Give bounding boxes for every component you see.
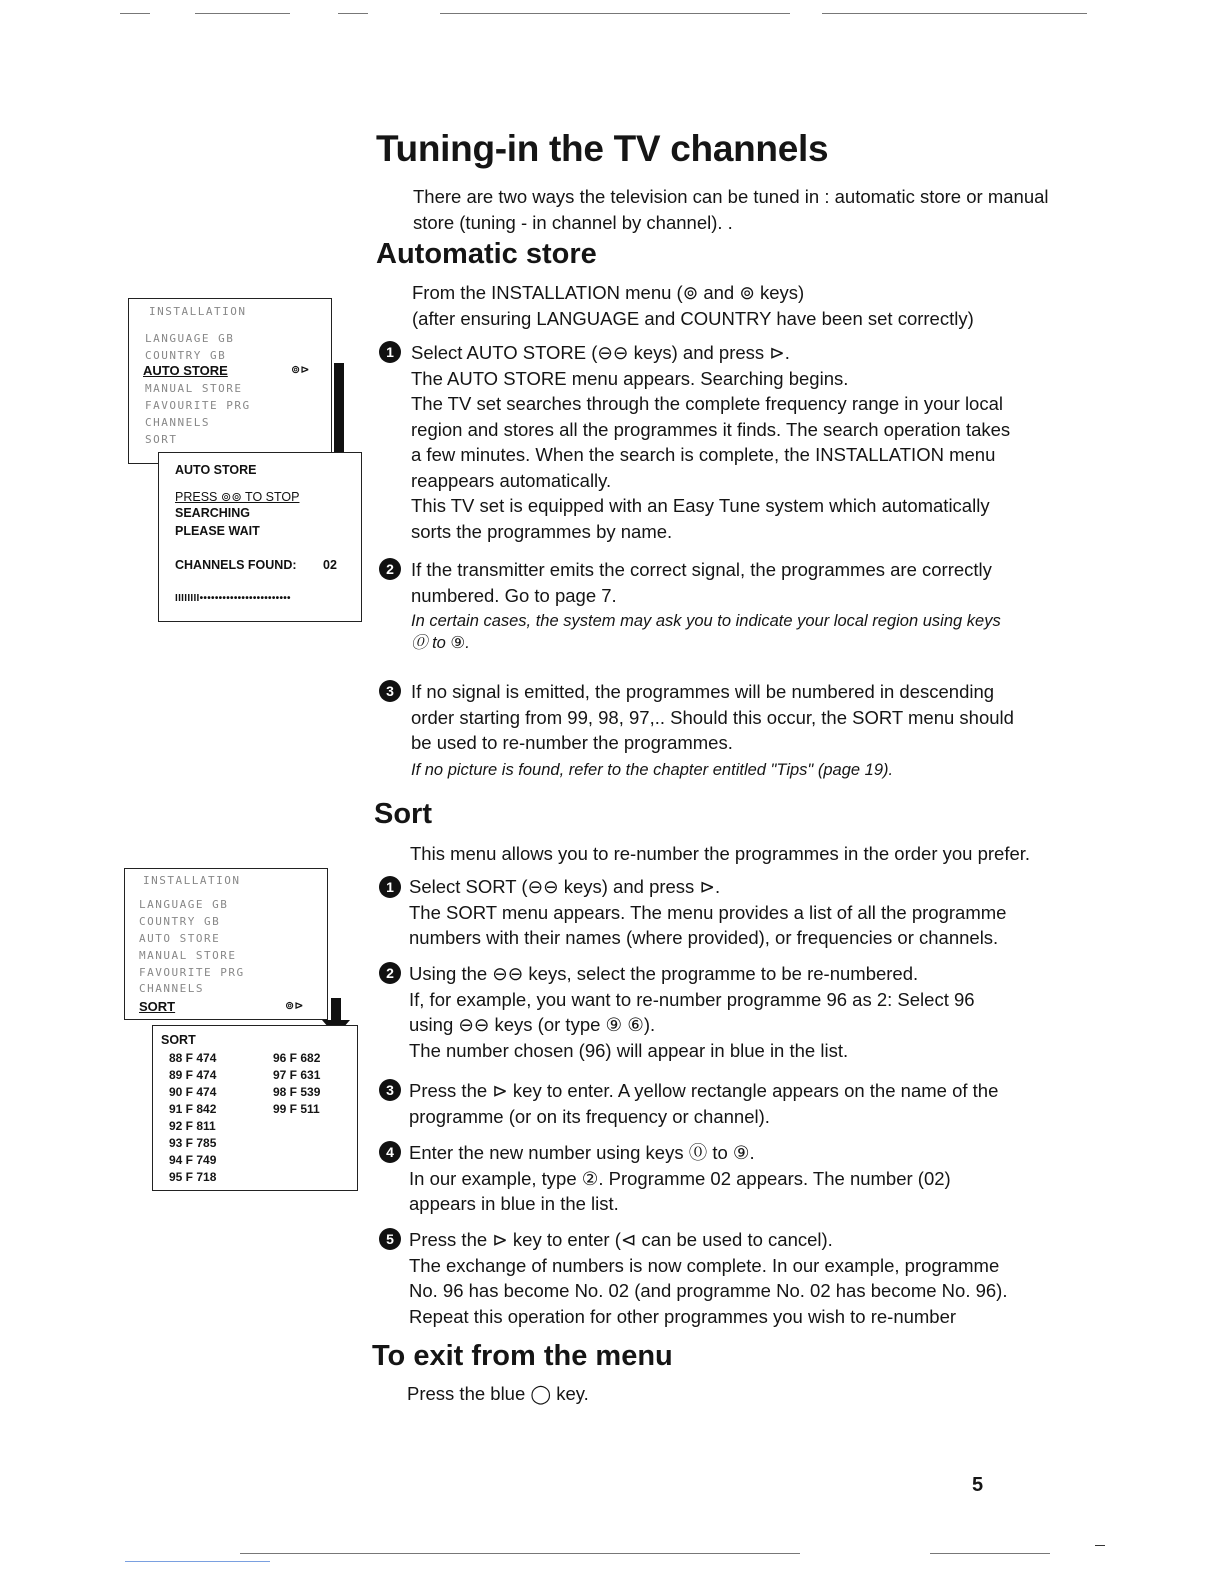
text-line: using ⊖⊖ keys (or type ⑨ ⑥). [409,1014,656,1035]
note-line: In certain cases, the system may ask you to indicate your local region using keys [411,612,1001,630]
programme-entry[interactable]: 89 F 474 [169,1068,217,1082]
text-line: Press the ⊳ key to enter (⊲ can be used to cancel). [409,1229,833,1250]
text-line: The number chosen (96) will appear in blue in the list. [409,1039,849,1061]
note-line: If no picture is found, refer to the chapter entitled "Tips" (page 19). [411,760,894,779]
page-number: 5 [972,1474,984,1496]
menu-item-faint: LANGUAGE GB [145,332,235,345]
text-line: Press the ⊳ key to enter. A yellow rectangle appears on the name of the [409,1080,999,1101]
programme-entry[interactable]: 95 F 718 [169,1170,217,1184]
text-line: order starting from 99, 98, 97,.. Should this occur, the SORT menu should [411,706,1014,728]
sort-step-5 [409,1227,1049,1329]
programme-entry[interactable]: 99 F 511 [273,1102,320,1116]
programme-entry[interactable]: 88 F 474 [169,1051,217,1065]
programme-list-col1 [169,1050,216,1186]
auto-step-1 [411,340,1051,544]
text-line: Using the ⊖⊖ keys, select the programme to be re-numbered. [409,963,919,984]
menu-item-faint: INSTALLATION [149,305,247,318]
step-number-icon: 2 [379,962,401,984]
sort-step-1 [409,874,1049,951]
section-heading-sort: Sort [374,798,432,830]
programme-entry[interactable]: 92 F 811 [169,1119,216,1133]
menu-item-faint: AUTO STORE [139,932,221,945]
text-line: region and stores all the programmes it finds. The search operation takes [411,418,1011,440]
text-line: In our example, type ②. Programme 02 appears. The number (02) [409,1167,951,1189]
text-line: appears in blue in the list. [409,1193,619,1214]
auto-step-3 [411,679,1051,781]
section-heading-auto-store: Automatic store [376,238,597,270]
menu-item-faint: FAVOURITE PRG [139,966,245,979]
programme-entry[interactable]: 90 F 474 [169,1085,217,1099]
intro-text: There are two ways the television can be tuned in : automatic store or manual store (tuning - in channel by channel). . [413,186,1049,233]
text-line: Enter the new number using keys ⓪ to ⑨. [409,1142,755,1163]
auto-step-2 [411,557,1051,654]
auto-store-screen [158,452,362,622]
text-line: If, for example, you want to re-number programme 96 as 2: Select 96 [409,988,975,1010]
step-number-icon: 1 [379,341,401,363]
step-number-icon: 4 [379,1141,401,1163]
step-number-icon: 2 [379,558,401,580]
programme-list-col2 [273,1050,320,1118]
searching-status: SEARCHING [175,506,251,520]
step-number-icon: 3 [379,1079,401,1101]
programme-entry[interactable]: 98 F 539 [273,1085,321,1099]
text-line: The exchange of numbers is now complete. In our example, programme [409,1254,1000,1276]
menu-item-faint: CHANNELS [145,416,210,429]
programme-entry[interactable]: 91 F 842 [169,1102,217,1116]
menu-key-icon: ⊚⊳ [285,1000,304,1012]
sort-intro: This menu allows you to re-number the programmes in the order you prefer. [410,843,1031,864]
programme-entry[interactable]: 93 F 785 [169,1136,217,1150]
text-line: reappears automatically. [411,469,612,491]
menu-item-faint: MANUAL STORE [139,949,237,962]
sub-menu-title: SORT [161,1033,196,1047]
menu-item-faint: LANGUAGE GB [139,898,229,911]
arrow-shaft [334,363,344,459]
section-heading-exit: To exit from the menu [372,1340,673,1372]
menu-item-faint: SORT [145,433,178,446]
sort-screen [152,1025,358,1191]
channels-found-value: 02 [323,558,337,572]
menu-item-selected[interactable]: AUTO STORE [143,363,228,378]
press-to-stop: PRESS ⊚⊚ TO STOP [175,490,300,504]
text-line: programme (or on its frequency or channel). [409,1105,770,1127]
text-line: If the transmitter emits the correct signal, the programmes are correctly [411,559,992,580]
menu-item-faint: CHANNELS [139,982,204,995]
text-line: Select SORT (⊖⊖ keys) and press ⊳. [409,876,721,897]
sub-menu-title: AUTO STORE [175,463,257,477]
text-line: numbered. Go to page 7. [411,584,617,606]
text-line: numbers with their names (where provided), or frequencies or channels. [409,927,999,948]
text-line: The TV set searches through the complete frequency range in your local [411,393,1003,414]
step-number-icon: 3 [379,680,401,702]
menu-item-faint: INSTALLATION [143,874,241,887]
menu-key-icon: ⊚⊳ [291,364,310,376]
text-line: Repeat this operation for other programmes you wish to re-number [409,1305,957,1327]
arrow-shaft [331,998,341,1022]
text-line: If no signal is emitted, the programmes will be numbered in descending [411,681,995,702]
menu-item-faint: COUNTRY GB [145,349,227,362]
sort-step-3 [409,1078,1049,1129]
programme-entry[interactable]: 97 F 631 [273,1068,321,1082]
programme-entry[interactable]: 96 F 682 [273,1051,321,1065]
note-line: ⓪ to ⑨. [411,634,470,652]
menu-item-faint: FAVOURITE PRG [145,399,251,412]
text-line: be used to re-number the programmes. [411,732,733,753]
installation-menu-screen [128,298,332,464]
text-line: The SORT menu appears. The menu provides a list of all the programme [409,901,1007,923]
menu-item-faint: MANUAL STORE [145,382,243,395]
text-line: sorts the programmes by name. [411,520,673,542]
step-number-icon: 5 [379,1228,401,1250]
exit-text: Press the blue ◯ key. [407,1383,589,1404]
please-wait-status: PLEASE WAIT [175,524,260,538]
auto-store-intro [412,280,1052,331]
search-progress-bar: IIIIIIII•••••••••••••••••••••••• [175,593,291,604]
text-line: No. 96 has become No. 02 (and programme No. 02 has become No. 96). [409,1280,1008,1301]
auto-line-1: From the INSTALLATION menu (⊚ and ⊚ keys) [412,282,805,303]
menu-item-selected[interactable]: SORT [139,999,176,1014]
channels-found-label: CHANNELS FOUND: [175,558,297,572]
installation-menu-screen-2 [124,868,328,1020]
text-line: This TV set is equipped with an Easy Tune system which automatically [411,495,990,516]
sort-step-2 [409,961,1049,1063]
auto-line-2: (after ensuring LANGUAGE and COUNTRY have been set correctly) [412,307,974,329]
text-line: The AUTO STORE menu appears. Searching begins. [411,367,849,389]
page-title: Tuning-in the TV channels [376,128,829,169]
menu-item-faint: COUNTRY GB [139,915,221,928]
programme-entry[interactable]: 94 F 749 [169,1153,217,1167]
sort-step-4 [409,1140,1049,1217]
step-number-icon: 1 [379,876,401,898]
text-line: Select AUTO STORE (⊖⊖ keys) and press ⊳. [411,342,790,363]
text-line: a few minutes. When the search is complete, the INSTALLATION menu [411,444,996,465]
